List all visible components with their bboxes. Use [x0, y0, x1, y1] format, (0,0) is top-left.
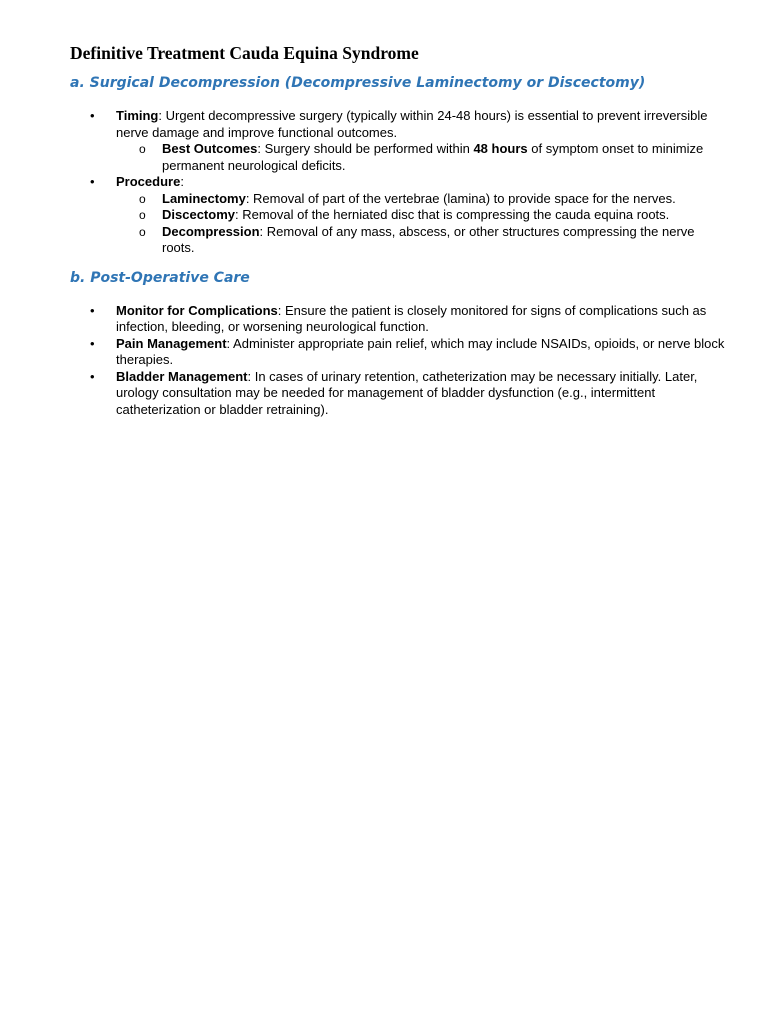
- subitem-term: Laminectomy: [162, 190, 246, 206]
- item-text: : Administer appropriate pain relief, which may include NSAIDs, opioids, or nerve block therapies.: [116, 335, 725, 367]
- item-term: Timing: [116, 108, 159, 123]
- subitem-text: : Removal of the herniated disc that is compressing the cauda equina roots.: [234, 207, 670, 222]
- sub-bullet-marker: o: [139, 208, 146, 222]
- subitem-text: : Removal of part of the vertebrae (lamina) to provide space for the nerves.: [245, 190, 676, 206]
- sub-bullet-marker: o: [139, 191, 146, 206]
- sub-bullet-marker: o: [139, 142, 146, 156]
- bullet-marker: •: [90, 368, 95, 384]
- item-term: Procedure: [116, 174, 181, 189]
- item-term: Pain Management: [116, 335, 227, 351]
- surgical-decompression-list: [70, 108, 730, 257]
- timing-sublist: [116, 141, 730, 174]
- section-heading-surgical-decompression: a. Surgical Decompression (Decompressive Laminectomy or Discectomy): [70, 75, 646, 91]
- bullet-marker: •: [90, 335, 95, 351]
- bullet-marker: •: [90, 174, 95, 189]
- item-text: : Ensure the patient is closely monitored for signs of complications such as infection, bleeding, or worsening neurological function.: [116, 302, 707, 334]
- sublist-item-best-outcomes: [116, 141, 730, 174]
- list-item-bladder-management: [70, 369, 730, 419]
- sub-bullet-marker: o: [139, 224, 146, 239]
- item-term: Monitor for Complications: [116, 302, 278, 318]
- subitem-term: Decompression: [162, 223, 260, 239]
- list-item-monitor-complications: [70, 303, 730, 336]
- item-text: : In cases of urinary retention, catheterization may be necessary initially. Later, urology consultation may be needed for management of bladder dysfunction (e.g., intermittent catheterization or bladder retraining).: [116, 368, 698, 417]
- sublist-item-discectomy: [116, 207, 730, 224]
- list-item-procedure: [70, 174, 730, 257]
- item-text: : Urgent decompressive surgery (typically within 24-48 hours) is essential to prevent irreversible nerve damage and improve functional outcomes.: [116, 108, 708, 140]
- subitem-term: Best Outcomes: [162, 141, 258, 156]
- document-content: [70, 42, 730, 418]
- sublist-item-decompression: [116, 224, 730, 257]
- bullet-marker: •: [90, 302, 95, 318]
- item-text: :: [180, 174, 184, 189]
- item-term: Bladder Management: [116, 368, 248, 384]
- bullet-marker: •: [90, 108, 95, 123]
- post-operative-care-list: [70, 303, 730, 419]
- subitem-term: Discectomy: [162, 207, 235, 222]
- document-title: Definitive Treatment Cauda Equina Syndrome: [70, 43, 419, 63]
- subitem-text: : Surgery should be performed within: [257, 141, 474, 156]
- subitem-emphasis: 48 hours: [473, 141, 528, 156]
- subitem-text-after: of symptom onset to minimize permanent neurological deficits.: [162, 141, 704, 173]
- procedure-sublist: [116, 191, 730, 257]
- section-heading-post-operative-care: b. Post-Operative Care: [70, 269, 250, 286]
- list-item-pain-management: [70, 336, 730, 369]
- sublist-item-laminectomy: [116, 191, 730, 208]
- list-item-timing: [70, 108, 730, 174]
- subitem-text: : Removal of any mass, abscess, or other structures compressing the nerve roots.: [162, 223, 695, 255]
